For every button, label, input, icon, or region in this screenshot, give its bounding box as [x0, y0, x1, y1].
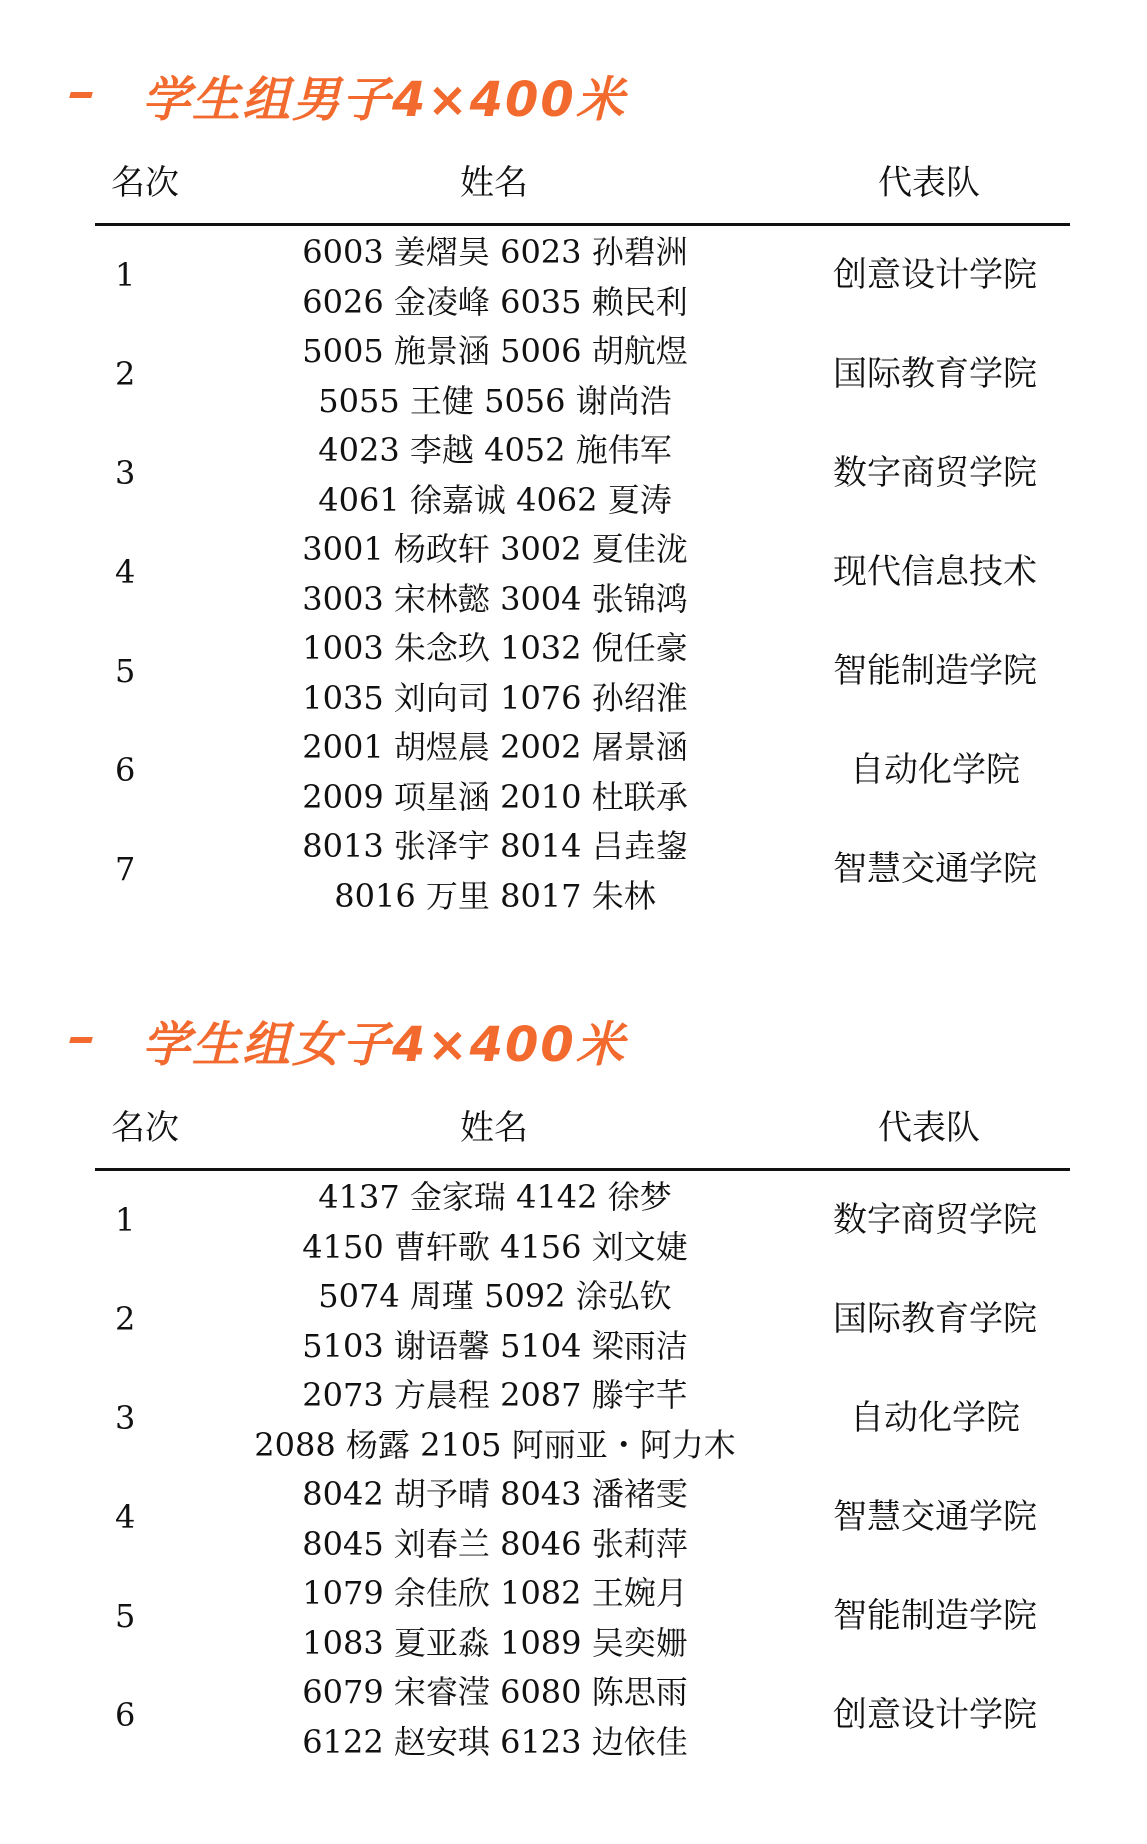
rank-cell: 6	[115, 751, 136, 789]
rank-cell: 5	[115, 652, 136, 690]
names-cell	[245, 525, 745, 624]
names-line: 3003 宋林懿 3004 张锦鸿	[302, 579, 688, 618]
team-cell: 智慧交通学院	[833, 849, 1037, 889]
header-team: 代表队	[878, 163, 980, 203]
team-cell: 数字商贸学院	[833, 453, 1037, 493]
names-line: 4061 徐嘉诚 4062 夏涛	[318, 480, 672, 519]
team-cell: 智能制造学院	[833, 651, 1037, 691]
table-row	[95, 1468, 1070, 1567]
names-line: 5103 谢语馨 5104 梁雨洁	[302, 1326, 688, 1365]
names-cell	[245, 1371, 745, 1470]
rank-cell: 4	[115, 553, 136, 591]
names-line: 8016 万里 8017 朱林	[334, 876, 656, 915]
names-line: 4023 李越 4052 施伟军	[318, 431, 672, 469]
team-cell: 创意设计学院	[833, 1695, 1037, 1735]
names-line: 6079 宋睿滢 6080 陈思雨	[302, 1673, 688, 1711]
names-line: 5074 周瑾 5092 涂弘钦	[318, 1277, 672, 1315]
rank-cell: 1	[115, 256, 136, 294]
rank-cell: 2	[115, 355, 136, 393]
rank-cell: 5	[115, 1597, 136, 1635]
names-line: 6122 赵安琪 6123 边依佳	[302, 1722, 688, 1761]
names-cell	[245, 1569, 745, 1668]
team-cell: 创意设计学院	[833, 255, 1037, 295]
team-cell: 现代信息技术	[833, 552, 1037, 592]
header-rank: 名次	[111, 163, 179, 203]
dash-bullet-icon	[69, 1037, 93, 1043]
table-row	[95, 721, 1070, 820]
section-title	[70, 60, 626, 130]
names-cell	[245, 723, 745, 822]
names-cell	[245, 426, 745, 525]
names-cell	[245, 1668, 745, 1767]
table-row	[95, 622, 1070, 721]
team-cell: 智慧交通学院	[833, 1497, 1037, 1537]
names-line: 8045 刘春兰 8046 张莉萍	[302, 1524, 688, 1563]
names-cell	[245, 1470, 745, 1569]
rank-cell: 3	[115, 1399, 136, 1437]
names-cell	[245, 1272, 745, 1371]
names-line: 2009 项星涵 2010 杜联承	[302, 777, 688, 816]
table-row	[95, 325, 1070, 424]
rank-cell: 2	[115, 1300, 136, 1338]
rank-cell: 4	[115, 1498, 136, 1536]
table-row	[95, 820, 1070, 919]
names-line: 1083 夏亚淼 1089 吴奕姗	[302, 1623, 688, 1662]
names-line: 4150 曹轩歌 4156 刘文婕	[302, 1227, 688, 1266]
table-header	[95, 143, 1070, 226]
table-row	[95, 1171, 1070, 1270]
names-line: 2088 杨露 2105 阿丽亚・阿力木	[254, 1425, 736, 1464]
table-row	[95, 523, 1070, 622]
table-header	[95, 1088, 1070, 1171]
results-table-body	[95, 1171, 1070, 1765]
names-line: 1003 朱念玖 1032 倪任豪	[302, 629, 688, 667]
dash-bullet-icon	[69, 92, 93, 98]
team-cell: 国际教育学院	[833, 1299, 1037, 1339]
header-names: 姓名	[460, 163, 528, 203]
table-row	[95, 424, 1070, 523]
names-line: 8042 胡予晴 8043 潘褚雯	[302, 1475, 688, 1513]
team-cell: 国际教育学院	[833, 354, 1037, 394]
rank-cell: 7	[115, 850, 136, 888]
names-cell	[245, 624, 745, 723]
names-cell	[245, 1173, 745, 1272]
rank-cell: 1	[115, 1201, 136, 1239]
names-line: 6026 金凌峰 6035 赖民利	[302, 282, 688, 321]
team-cell: 智能制造学院	[833, 1596, 1037, 1636]
team-cell: 自动化学院	[850, 1398, 1020, 1438]
names-line: 1035 刘向司 1076 孙绍淮	[302, 678, 688, 717]
names-line: 5005 施景涵 5006 胡航煜	[302, 332, 688, 370]
section-title-text: 学生组女子4×400米	[142, 1016, 626, 1073]
results-table-body	[95, 226, 1070, 919]
table-row	[95, 1369, 1070, 1468]
names-line: 8013 张泽宇 8014 吕垚鋆	[302, 827, 688, 865]
header-names: 姓名	[460, 1108, 528, 1148]
table-row	[95, 1666, 1070, 1765]
header-rank: 名次	[111, 1108, 179, 1148]
names-cell	[245, 228, 745, 327]
names-line: 1079 余佳欣 1082 王婉月	[302, 1574, 688, 1612]
names-line: 2001 胡煜晨 2002 屠景涵	[302, 728, 688, 766]
header-team: 代表队	[878, 1108, 980, 1148]
names-line: 2073 方晨程 2087 滕宇芊	[302, 1376, 688, 1414]
table-row	[95, 226, 1070, 325]
names-line: 3001 杨政轩 3002 夏佳泷	[302, 530, 688, 568]
section-title-text: 学生组男子4×400米	[142, 71, 626, 128]
names-line: 5055 王健 5056 谢尚浩	[318, 381, 672, 420]
rank-cell: 6	[115, 1696, 136, 1734]
table-row	[95, 1567, 1070, 1666]
section-title	[70, 1005, 626, 1075]
names-line: 6003 姜熠昊 6023 孙碧洲	[302, 233, 688, 271]
names-cell	[245, 327, 745, 426]
team-cell: 自动化学院	[850, 750, 1020, 790]
names-line: 4137 金家瑞 4142 徐梦	[318, 1178, 672, 1216]
team-cell: 数字商贸学院	[833, 1200, 1037, 1240]
names-cell	[245, 822, 745, 921]
rank-cell: 3	[115, 454, 136, 492]
table-row	[95, 1270, 1070, 1369]
